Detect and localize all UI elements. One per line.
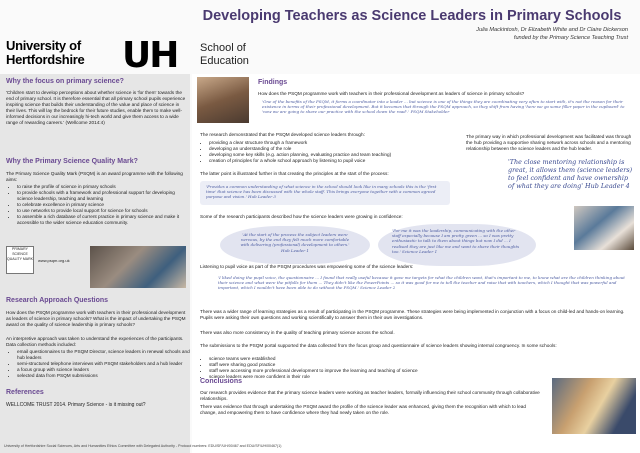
demonstration-intro: The research demonstrated that the PSQM developed science leaders through:	[200, 132, 365, 137]
university-name-line1: University of	[6, 38, 81, 53]
list-item: • email questionnaires to the PSQM Director, science leaders in renewal schools and hub leaders	[17, 349, 191, 361]
psqm-logo: PRIMARY SCIENCE QUALITY MARK	[6, 246, 34, 274]
hub-leader-3-quote: 'Provides a common understanding of what science in the school should look like in many schools this is the 'first time' that science has been discussed with the whole staff. This brings everyone together with a common agreed purpose and vision.' Hub Leader 3	[206, 184, 437, 200]
list-item: • to use networks to provide local support for science for schools	[17, 208, 191, 214]
school-name-line1: School of	[200, 42, 246, 54]
psqm-intro: The Primary Science Quality Mark (PSQM) is an award programme with the following aims:	[6, 171, 183, 183]
list-item: • to celebrate excellence in primary science	[17, 202, 191, 208]
findings-question: How does the PSQM programme work with teachers in their professional development as leaders of science in primary schools?	[258, 91, 525, 96]
hub-leader-1-quote: 'At the start of the process the subject leaders were nervous, by the end they felt much more comfortable with delivering (professional) development to others.' Hub Leader 1	[240, 232, 350, 253]
list-item: • science leaders were more confident in their role	[209, 374, 509, 380]
list-item: • science teams were established	[209, 356, 509, 362]
primary-way-text: The primary way in which professional development was facilitated was through the hub providing a supportive sharing network across schools and a mentoring relationship between the science leaders and the hub leader.	[466, 134, 632, 152]
science-equipment-photo	[552, 378, 636, 434]
list-item: • to raise the profile of science in primary schools	[17, 184, 191, 190]
classroom-photo	[90, 246, 186, 288]
psqm-aims-list	[10, 184, 191, 226]
school-name	[200, 42, 249, 68]
growing-confidence-text: Some of the research participants described how the science leaders were growing in confidence:	[200, 214, 403, 219]
research-approach-heading: Research Approach Questions	[6, 297, 109, 304]
list-item: • a focus group with science leaders	[17, 367, 191, 373]
submissions-intro: The submissions to the PSQM portal supported the data collected from the focus group and questionnaire of science leaders showing internal congruency. In some schools:	[200, 343, 557, 348]
learning-strategies-text: There was a wider range of learning strategies as a result of participating in the PSQM programme. These strategies were being implemented in conjunction with a focus on child-led and hands-on learning. Pupils were asking their own questions and working scientifically to answer them in their own investigations.	[200, 309, 625, 321]
authors: Julia Mackintosh, Dr Elizabeth White and Dr Claire Dickerson	[476, 27, 628, 33]
conclusions-text-2: There was evidence that through undertaking the PSQM award the profile of the science leader was enhanced, giving them the recognition with which to lead change, and empowering them to have confidence where they had newly taken on the role.	[200, 404, 526, 416]
list-item: • to provide schools with a framework and professional support for developing science leadership, teaching and learning	[17, 190, 191, 202]
poster-title: Developing Teachers as Science Leaders in Primary Schools	[202, 8, 622, 24]
uh-mark: UH	[122, 35, 178, 76]
university-name	[6, 39, 84, 66]
list-item: • providing a clear structure through a framework	[209, 140, 449, 146]
science-leader-2-quote: 'I liked doing the pupil voice, the questionnaire ... I found that really useful because it gave me targets for what the children want, that's important to me, to know what are the children thinking about their science and what were the pitfalls for them ... They didn't like the PowerPoints ... so it was good for me to tell the teacher and raise that with teachers, which I thought that was powerful and important, which I wouldn't have been able to do without the PSQM.' Science Leader 2	[218, 275, 625, 291]
list-item: • creation of principles for a whole school approach by listening to pupil voice	[209, 158, 449, 164]
list-item: • semi-structured telephone interviews with PSQM stakeholders and a hub leader	[17, 361, 191, 367]
funding-note: funded by the Primary Science Teaching Trust	[513, 34, 628, 41]
science-leader-1-quote: 'For me it was the leadership, communicating with the other staff especially because I am pretty green ... so I was pretty enthusiastic to talk to them about things but now I did ... I realised they are just like me and want to share their thoughts too.' Science Leader 1	[392, 228, 520, 254]
list-item: • selected data from PSQM submissions	[17, 373, 191, 379]
consistency-text: There was also more consistency in the quality of teaching primary science across the school.	[200, 330, 395, 335]
submissions-list	[202, 356, 509, 380]
conclusions-heading: Conclusions	[200, 378, 243, 385]
university-name-line2: Hertfordshire	[6, 51, 85, 67]
hub-leader-note: 'The close mentoring relationship is great, it allows them (science leaders) to feel confident and have ownership of what they are doing' Hub Leader 4	[508, 158, 633, 190]
demonstration-list	[202, 140, 449, 164]
references-heading: References	[6, 389, 44, 396]
why-science-heading: Why the focus on primary science?	[6, 78, 124, 85]
list-item: • staff were accessing more professional development to improve the learning and teaching of science	[209, 368, 509, 374]
school-name-line2: Education	[200, 55, 249, 67]
authors-block	[476, 27, 628, 42]
university-logo	[6, 35, 196, 76]
pupil-voice-intro: Listening to pupil voice as part of the PSQM procedures was empowering some of the science leaders:	[200, 264, 414, 269]
approach-intro: An interpretive approach was taken to understand the experiences of the participants. Data collection methods included:	[6, 336, 184, 348]
pupils-photo	[574, 206, 634, 250]
why-psqm-heading: Why the Primary Science Quality Mark?	[6, 158, 138, 165]
why-science-text: 'Children start to develop perceptions about whether science is 'for them' towards the end of primary school. It is therefore essential that all primary school pupils experience inspiring science that builds their understanding of the value and place of science in their lives. This will lay the bedrock for their future studies, enable them to make well-informed decisions in our increasingly hi-tech world and give them access to a wide range of rewarding careers.' (Wellcome 2014:4)	[6, 90, 186, 126]
psqm-website-link[interactable]: www.psqm.org.uk	[38, 258, 70, 263]
list-item: • to assemble a rich database of current practice in primary science and make it accessible to the wider science education community.	[17, 214, 191, 226]
research-questions-text: How does the PSQM programme work with teachers in their professional development as leaders of science in primary schools? What is the impact of undertaking the PSQM award on the quality of science leadership in primary schools?	[6, 310, 186, 328]
list-item: • staff were sharing good practice	[209, 362, 509, 368]
methods-list	[10, 349, 191, 379]
list-item: • developing some key skills (e.g. action planning, evaluating practice and team teaching)	[209, 152, 449, 158]
teachers-photo	[197, 77, 249, 123]
latter-point-text: The latter point is illustrated further in that creating the principles at the start of the process:	[200, 171, 389, 176]
list-item: • developing an understanding of the role	[209, 146, 449, 152]
conclusions-text-1: Our research provides evidence that the primary science leaders were working as teacher leaders, formally influencing their school community through collaborative relationships.	[200, 390, 540, 402]
ethics-footer: University of Hertfordshire Social Sciences, Arts and Humanities Ethics Committee with Delegated Authority - Protocol numbers: EDU/SF/UH/00467 and EDU/SF/UH/00467(1)	[4, 444, 282, 448]
stakeholder-quote: 'One of the benefits of the PSQM, it forms a coordinator into a leader ... but science is one of the things they are coordinating very often to start with, it's not the reason for their existence in terms of their professional development. But it becomes that through the PSQM approach, so they shift from having 'here we go some filler paper in the cupboard' to 'now we are going to share our practice with the school down the road'.' PSQM Stakeholder	[262, 99, 625, 115]
findings-heading: Findings	[258, 79, 288, 86]
reference-wellcome: WELLCOME TRUST 2014. Primary Science - is it missing out?	[6, 402, 146, 408]
